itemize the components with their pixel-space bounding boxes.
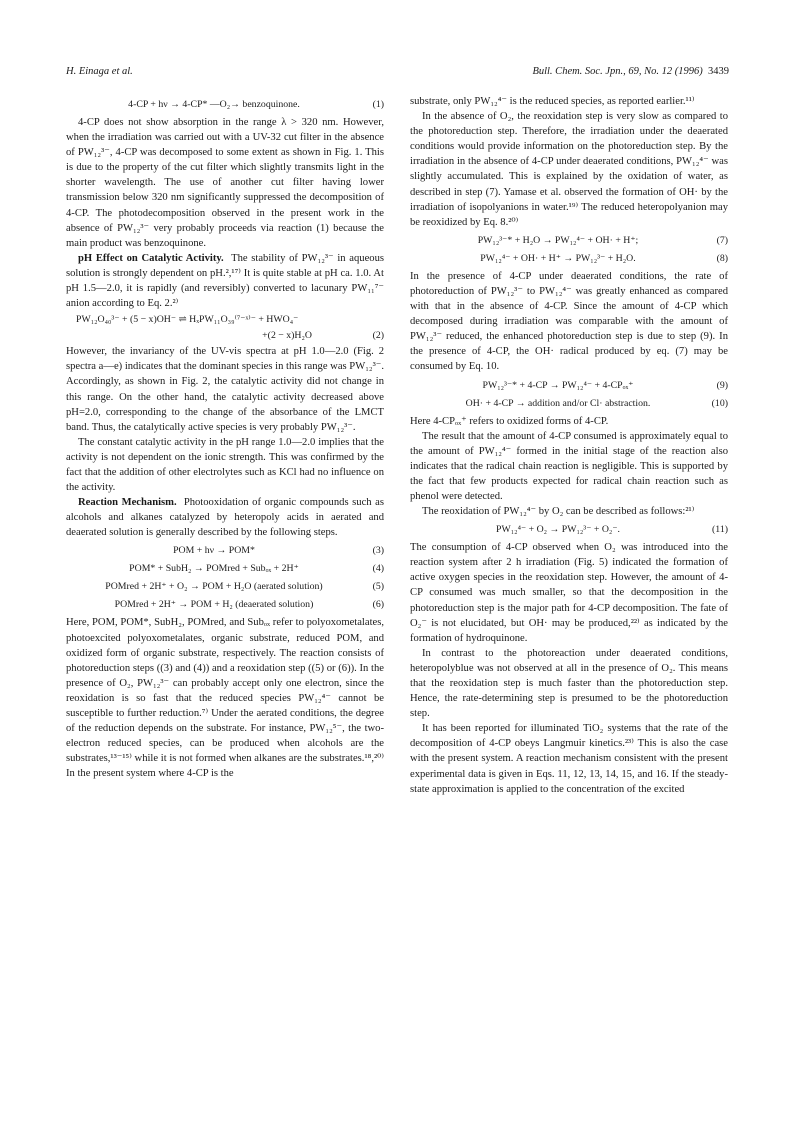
paragraph: In the absence of O₂, the reoxidation step is very slow as compared to the photoreduction step. Therefore, the irradiation under the deaerated conditions would provide information on the photoreduction step. By the irradiation in the absence of 4-CP under deaerated conditions, PW₁₂⁴⁻ was slightly accumulated. This is explained by the oxidation of water, as described in step (7). Yamase et al. observed the formation of OH· by the irradiation of isopolyanions in water.¹⁹⁾ The reduced heteropolyanion may be reoxidized by Eq. 8.²⁰⁾ (410, 111, 728, 228)
paragraph: The result that the amount of 4-CP consumed is approximately equal to the amount of PW₁₂⁴⁻ formed in the initial stage of the reaction also indicates that the radical chain reaction is negligible. This is supported by the fact that few products expected for radical chain reaction such as phenol were detected. (410, 430, 728, 502)
equation-number: (8) (716, 252, 728, 264)
equation-number: (4) (372, 563, 384, 575)
equation-body: PW₁₂⁴⁻ + O₂ → PW₁₂³⁻ + O₂⁻. (496, 524, 620, 536)
equation-number: (5) (372, 581, 384, 593)
equation-number: (9) (716, 379, 728, 391)
equation-number: (11) (712, 524, 728, 536)
paragraph: It has been reported for illuminated TiO₂ systems that the rate of the decomposition of 4-CP obeys Langmuir kinetics.²³⁾ This is also the case with the present system. A reaction mechanism consistent with the present experimental data is given in Eqs. 11, 12, 13, 14, 15, and 16. If the steady-state approximation is applied to the concentration of the excited (410, 723, 728, 795)
equation-2 (66, 312, 384, 327)
equation-1 (66, 97, 384, 112)
paragraph: In the presence of 4-CP under deaerated conditions, the rate of photoreduction of PW₁₂³⁻ to PW₁₂⁴⁻ was greatly enhanced as compared with that in the absence of 4-CP. Since the amount of 4-CP which decomposed during irradiation was comparable with the amount of PW₁₂³⁻ reduced, the enhanced photoreduction step is due to step (9). In the presence of 4-CP, the OH· radical produced by eq. (7) may be consumed by Eq. 10. (410, 270, 728, 373)
equation-body: PW₁₂⁴⁻ + OH· + H⁺ → PW₁₂³⁻ + H₂O. (480, 252, 636, 264)
equation-body: PW₁₂³⁻* + 4-CP → PW₁₂⁴⁻ + 4-CPₒₓ⁺ (482, 379, 634, 391)
equation-11 (410, 522, 728, 537)
equation-number: (7) (716, 234, 728, 246)
equation-number: (1) (372, 99, 384, 110)
equation-7 (410, 233, 728, 248)
paragraph-text: The stability of PW₁₂³⁻ in aqueous solution is strongly dependent on pH.²,¹⁷⁾ It is quite stable at pH ca. 1.0. At pH 1.5—2.0, it is rapidly (and reversibly) converted to lacunary PW₁₁⁷⁻ anion according to Eq. 2.²⁾ (66, 252, 384, 310)
equation-3 (66, 543, 384, 558)
equation-9 (410, 378, 728, 393)
equation-body: POM* + SubH₂ → POMred + Subₒₓ + 2H⁺ (129, 563, 299, 575)
running-header-journal (532, 66, 729, 77)
paragraph: The constant catalytic activity in the pH range 1.0—2.0 implies that the activity is not dependent on the ionic strength. This was confirmed by the fact that the addition of other electrolytes such as KCl had no influence on the activity. (66, 436, 384, 494)
equation-4 (66, 561, 384, 576)
paragraph: Here 4-CPₒₓ⁺ refers to oxidized forms of 4-CP. (410, 415, 609, 427)
equation-body: PW₁₂O₄₀³⁻ + (5 − x)OH⁻ ⇌ HₓPW₁₁O₃₉⁽⁷⁻ˣ⁾⁻ + HWO₄⁻ (76, 314, 299, 326)
paragraph: Here, POM, POM*, SubH₂, POMred, and Subₒₓ refer to polyoxometalates, photoexcited polyoxometalates, organic substrate, reduced POM, and oxidized form of organic substrate, respectively. The reaction consists of photoreduction steps ((3) and (4)) and a reoxidation step ((5) or (6)). In the presence of O₂, PW₁₂³⁻ can probably accept only one electron, since the reoxidation is so fast that the reduced species PW₁₂⁴⁻ cannot be susceptible to further reduction.⁷⁾ Under the aerated conditions, the degree of the reduction depends on the substrate. For instance, PW₁₂⁵⁻, the two-electron reduced species, can be produced when alcohols are the substrates,¹³⁻¹⁵⁾ while it is not formed when alkanes are the substrates.¹⁸,²⁰⁾ In the present system where 4-CP is the (66, 617, 384, 780)
right-column (410, 94, 728, 797)
section-heading: pH Effect on Catalytic Activity. (78, 252, 224, 264)
paragraph: The reoxidation of PW₁₂⁴⁻ by O₂ can be described as follows:²¹⁾ (422, 506, 695, 518)
equation-number: (6) (372, 599, 384, 611)
section-reaction-mechanism (66, 495, 384, 540)
section-heading: Reaction Mechanism. (78, 497, 177, 509)
equation-5 (66, 579, 384, 594)
paragraph-text: Photooxidation of organic compounds such as alcohols and alkanes catalyzed by heteropoly acids in aerated and deaerated solution is generally described by the following steps. (66, 497, 384, 539)
equation-2-continued (66, 328, 384, 343)
paragraph: substrate, only PW₁₂⁴⁻ is the reduced species, as reported earlier.¹¹⁾ (410, 96, 695, 107)
equation-number: (3) (372, 545, 384, 557)
equation-number: (10) (711, 397, 728, 409)
paragraph: In contrast to the photoreaction under deaerated conditions, heteropolyblue was not observed at all in the presence of O₂. This means that the reoxidation step is much faster than the photoreduction step. Hence, the rate-determining step is presumed to be the photoreduction step. (410, 647, 728, 720)
equation-10 (410, 396, 728, 411)
equation-body: POM + hν → POM* (173, 545, 255, 557)
journal-citation: Bull. Chem. Soc. Jpn., 69, No. 12 (1996) (532, 66, 703, 77)
equation-8 (410, 251, 728, 266)
left-column (66, 94, 384, 781)
paragraph: The consumption of 4-CP observed when O₂ was introduced into the reaction system after 2 h irradiation (Fig. 5) indicated the formation of active oxygen species in the reoxidation step. However, the amount of 4-CP consumed was much smaller, so that the decomposition in the photoreduction step is the major path for 4-CP decomposition. The fate of O₂⁻ is not elucidated, but OH· may be produced,²²⁾ as indicated by the formation of hydroquinone. (410, 542, 728, 644)
equation-body: PW₁₂³⁻* + H₂O → PW₁₂⁴⁻ + OH· + H⁺; (477, 234, 639, 246)
paragraph: However, the invariancy of the UV-vis spectra at pH 1.0—2.0 (Fig. 2 spectra a—e) indicates that the dominant species in this range was PW₁₂³⁻. Accordingly, as shown in Fig. 2, the catalytic activity did not change in this range. On the other hand, the catalytic activity decreased above pH=2.0, corresponding to the change of the absorbance of the LMCT band. Thus, the catalytically active species is very probably PW₁₂³⁻. (66, 346, 384, 433)
equation-body: 4-CP + hν → 4-CP* —O₂→ benzoquinone. (128, 99, 300, 110)
equation-body-continuation: +(2 − x)H₂O (262, 330, 312, 342)
equation-number: (2) (372, 330, 384, 342)
equation-body: POMred + 2H⁺ + O₂ → POM + H₂O (aerated solution) (105, 581, 323, 593)
equation-body: POMred + 2H⁺ → POM + H₂ (deaerated solution) (114, 599, 314, 611)
page-number: 3439 (708, 66, 729, 77)
equation-body: OH· + 4-CP → addition and/or Cl· abstraction. (465, 397, 651, 409)
paragraph: 4-CP does not show absorption in the range λ > 320 nm. However, when the irradiation was carried out with a UV-32 cut filter in the absence of PW₁₂³⁻, 4-CP was decomposed to some extent as shown in Fig. 1. This is due to the property of the cut filter which slightly transmits light in the shorter wavelength. The use of another cut filter having lower transmission below 320 nm significantly suppressed the decomposition of 4-CP. The photodecomposition observed in the present work in the absence of PW₁₂³⁻ very probably proceeds via reaction (1) because the main product was benzoquinone. (66, 117, 384, 249)
running-header-authors: H. Einaga et al. (66, 66, 133, 77)
section-ph-effect (66, 251, 384, 311)
equation-6 (66, 597, 384, 612)
